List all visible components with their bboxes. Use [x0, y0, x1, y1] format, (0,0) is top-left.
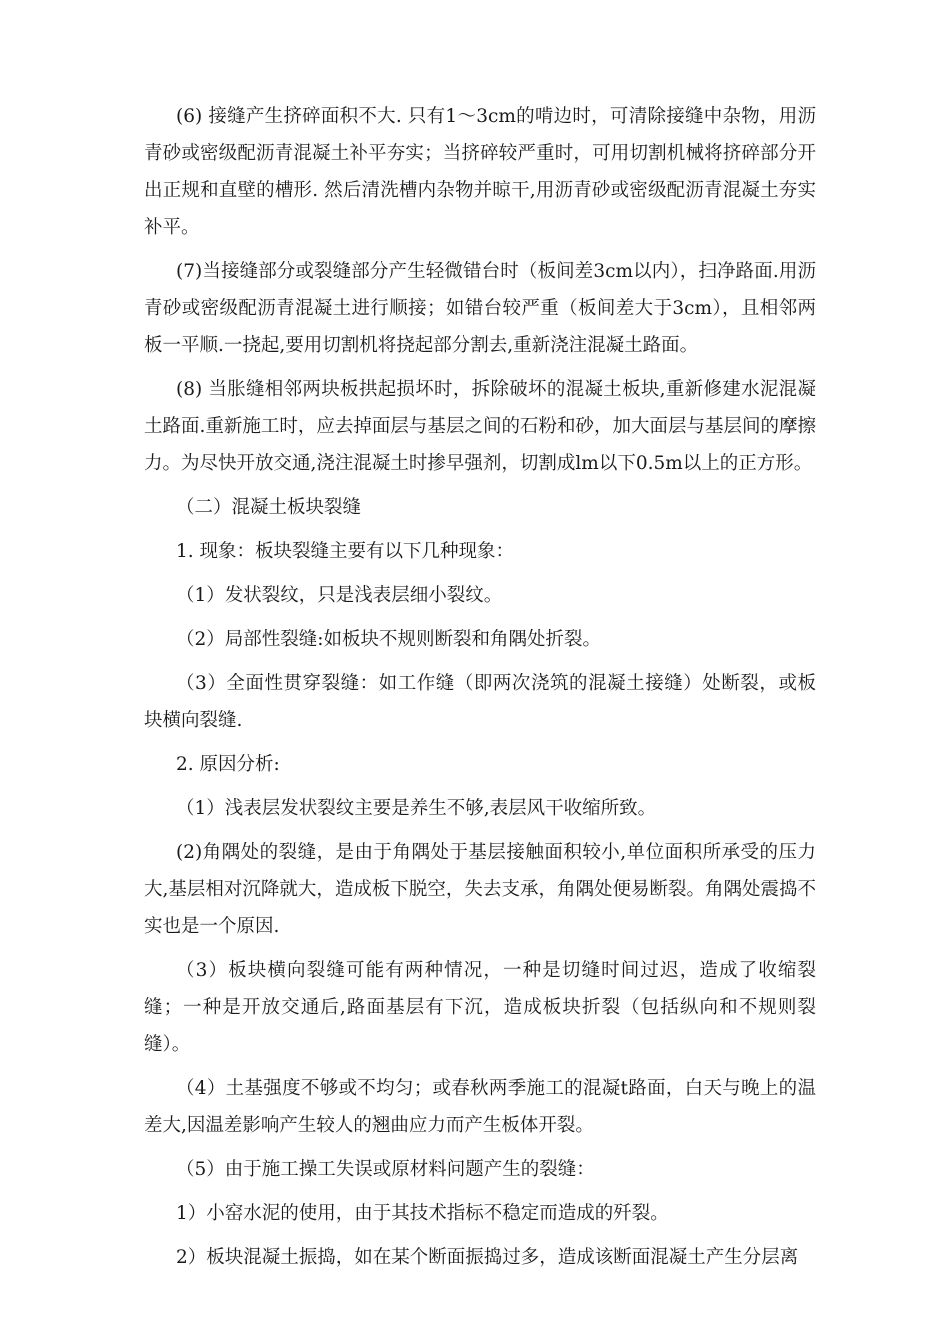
- list-item-hairline-cracks: （1）发状裂纹，只是浅表层细小裂纹。: [176, 585, 503, 606]
- cause-item-4: （4）土基强度不够或不均匀；或春秋两季施工的混凝t路面，白天与晚上的温差大,因温差影响产生较人的翘曲应力而产生板体开裂。: [144, 1078, 816, 1136]
- cause-item-3: （3）板块横向裂缝可能有两种情况，一种是切缝时间过迟，造成了收缩裂缝；一种是开放交通后,路面基层有下沉，造成板块折裂（包括纵向和不规则裂缝）。: [144, 960, 816, 1055]
- cause-item-1: （1）浅表层发状裂纹主要是养生不够,表层风干收缩所致。: [176, 798, 657, 819]
- document-body: [144, 98, 816, 1283]
- list-item-through-cracks: （3）全面性贯穿裂缝：如工作缝（即两次浇筑的混凝土接缝）处断裂，或板块横向裂缝.: [144, 673, 816, 731]
- cause-item-5: （5）由于施工操工失误或原材料问题产生的裂缝：: [176, 1159, 595, 1180]
- subheading-phenomena: 1. 现象：板块裂缝主要有以下几种现象：: [176, 541, 515, 562]
- paragraph-7-faulting-repair: (7)当接缝部分或裂缝部分产生轻微错台时（板间差3cm以内），扫净路面.用沥青砂或密级配沥青混凝土进行顺接；如错台较严重（板间差大于3cm），且相邻两板一平顺.一挠起,要用切割机将挠起部分割去,重新浇注混凝土路面。: [144, 261, 816, 356]
- cause-subitem-2: 2）板块混凝土振捣，如在某个断面振捣过多，造成该断面混凝土产生分层离: [176, 1247, 799, 1268]
- paragraph-8-blowup-repair: (8) 当胀缝相邻两块板拱起损坏时，拆除破坏的混凝土板块,重新修建水泥混凝土路面.重新施工时，应去掉面层与基层之间的石粉和砂，加大面层与基层间的摩擦力。为尽快开放交通,浇注混凝土时掺早强剂，切割成lm以下0.5m以上的正方形。: [144, 379, 816, 474]
- cause-item-2: (2)角隅处的裂缝，是由于角隅处于基层接触面积较小,单位面积所承受的压力大,基层相对沉降就大，造成板下脱空，失去支承，角隅处便易断裂。角隅处震捣不实也是一个原因.: [144, 842, 816, 937]
- section-heading-slab-cracks: （二）混凝土板块裂缝: [176, 497, 362, 518]
- list-item-local-cracks: （2）局部性裂缝:如板块不规则断裂和角隅处折裂。: [176, 629, 602, 650]
- paragraph-6-joint-crush-repair: (6) 接缝产生挤碎面积不大. 只有1～3cm的啃边时，可清除接缝中杂物，用沥青砂或密级配沥青混凝土补平夯实；当挤碎较严重时，可用切割机械将挤碎部分开出正规和直壁的槽形. 然后清洗槽内杂物并晾干,用沥青砂或密级配沥青混凝土夯实补平。: [144, 106, 816, 238]
- cause-subitem-1: 1）小窑水泥的使用，由于其技术指标不稳定而造成的歼裂。: [176, 1203, 669, 1224]
- subheading-cause-analysis: 2. 原因分析:: [176, 754, 280, 775]
